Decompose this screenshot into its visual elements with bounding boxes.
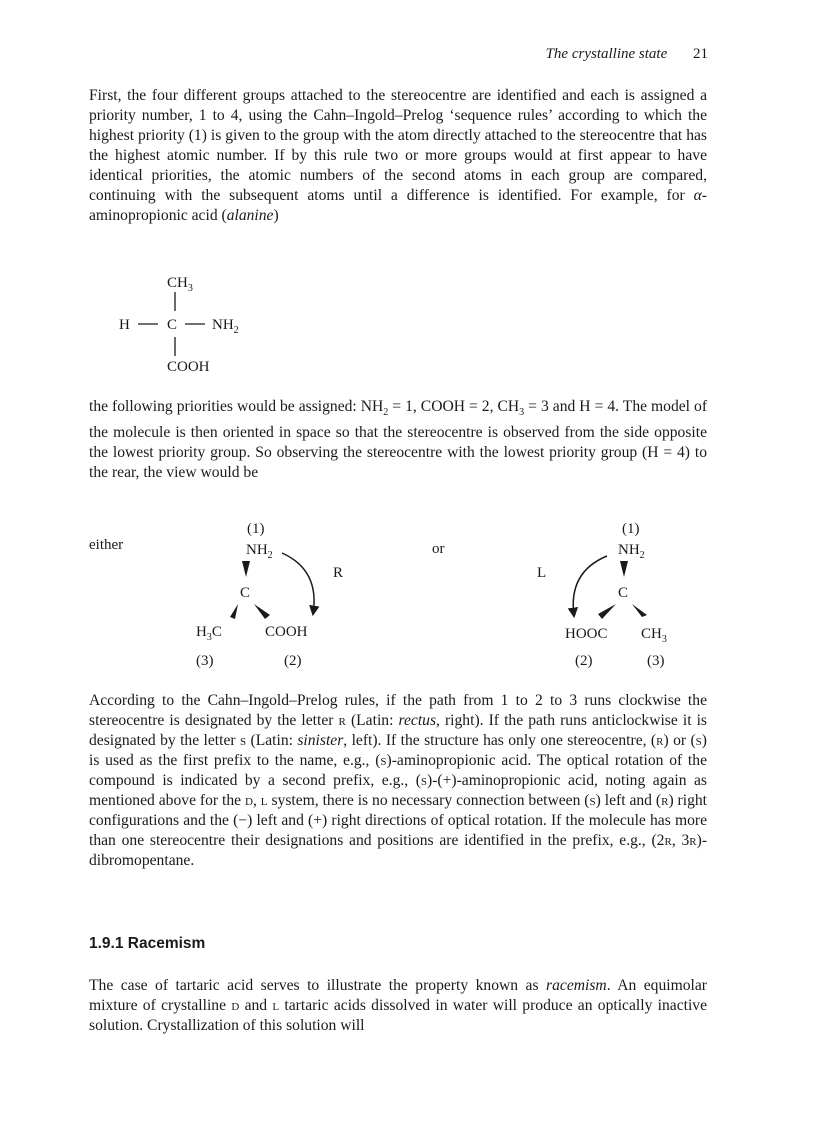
priority-2-label: (2)	[284, 653, 302, 669]
l-label: L	[537, 565, 547, 581]
paragraph-racemism: The case of tartaric acid serves to illustrate the property known as racemism. An equimolar mixture of crystalline d and l tartaric acids dissolved in water will produce an optically inactive solution. Crystallization of this solution will	[89, 977, 708, 1034]
nh2-group: $NH_2$	[618, 542, 645, 561]
hooc-group: HOOC	[565, 626, 608, 642]
alanine-term: alanine	[226, 207, 274, 224]
priority-1-label: (1)	[622, 521, 640, 537]
paragraph-priority-rules: First, the four different groups attached to the stereocentre are identified and each is assigned a priority number, 1 to 4, using the Cahn–Ingold–Prelog ‘sequence rules’ according to which the highest priority (1) is given to the group with the atom directly attached to the stereocentre that has the highest atomic number. If by this rule two or more groups would at first appear to have identical priorities, the atomic numbers of the second atoms in each group are compared, continuing with the subsequent atoms until a difference is identified. For example, for α-aminopropionic acid (alanine)	[89, 87, 707, 224]
r-label: R	[333, 565, 344, 581]
priority-1-label: (1)	[247, 521, 265, 537]
l-configuration-diagram	[537, 521, 667, 669]
h3c-group: $H_3C$	[196, 624, 222, 643]
section-heading-racemism: 1.9.1 Racemism	[89, 935, 206, 952]
either-label: either	[89, 537, 124, 553]
paragraph-cip-rules: According to the Cahn–Ingold–Prelog rules, if the path from 1 to 2 to 3 runs clockwise the stereocentre is designated by the letter r (Latin: rectus, right). If the path runs anticlockwise it is designated by the letter s (Latin: sinister, left). If the structure has only one stereocentre, (r) or (s) is used as the first prefix to the name, e.g., (s)-aminopropionic acid. The optical rotation of the compound is indicated by a second prefix, e.g., (s)-(+)-aminopropionic acid, noting again as mentioned above for the d, l system, there is no necessary connection between (s) left and (r) right configurations and the (−) left and (+) right directions of optical rotation. If the molecule has more than one stereocentre their designations and positions are identified in the prefix, e.g., (2r, 3r)-dibromopentane.	[89, 692, 708, 869]
wedge-bond	[632, 604, 647, 617]
nh2-group: $NH_2$	[246, 542, 273, 561]
paragraph-priorities: the following priorities would be assigned: $NH_2 = 1$, COOH = 2, $CH_3 = 3$ and H = 4. The model of the molecule is then oriented in space so that the stereocentre is observed from the side opposite the lowest priority group. So observing the stereocentre with the lowest priority group (H = 4) to the rear, the view would be	[89, 398, 708, 482]
clockwise-arrow	[282, 553, 314, 614]
wedge-bond	[620, 561, 628, 577]
wedge-bond	[230, 604, 238, 619]
ch3-group: $CH_3$	[167, 275, 193, 294]
or-label: or	[432, 541, 445, 557]
cooh-group: COOH	[265, 624, 308, 640]
page-number: 21	[693, 46, 708, 62]
running-title: The crystalline state	[545, 46, 668, 62]
carbon-atom: C	[240, 585, 251, 601]
ch3-group: $CH_3$	[641, 626, 667, 645]
cooh-group: COOH	[167, 359, 210, 375]
priority-3-label: (3)	[196, 653, 214, 669]
r-configuration-diagram	[196, 521, 343, 669]
anticlockwise-arrow	[573, 556, 607, 616]
wedge-bond	[242, 561, 250, 577]
nh2-group: $NH_2$	[212, 317, 239, 336]
carbon-atom: C	[618, 585, 629, 601]
wedge-bond	[598, 604, 616, 619]
priority-2-label: (2)	[575, 653, 593, 669]
wedge-bond	[254, 604, 270, 619]
h-atom: H	[119, 317, 130, 333]
priority-3-label: (3)	[647, 653, 665, 669]
alanine-structure	[119, 275, 239, 375]
carbon-atom: C	[167, 317, 178, 333]
